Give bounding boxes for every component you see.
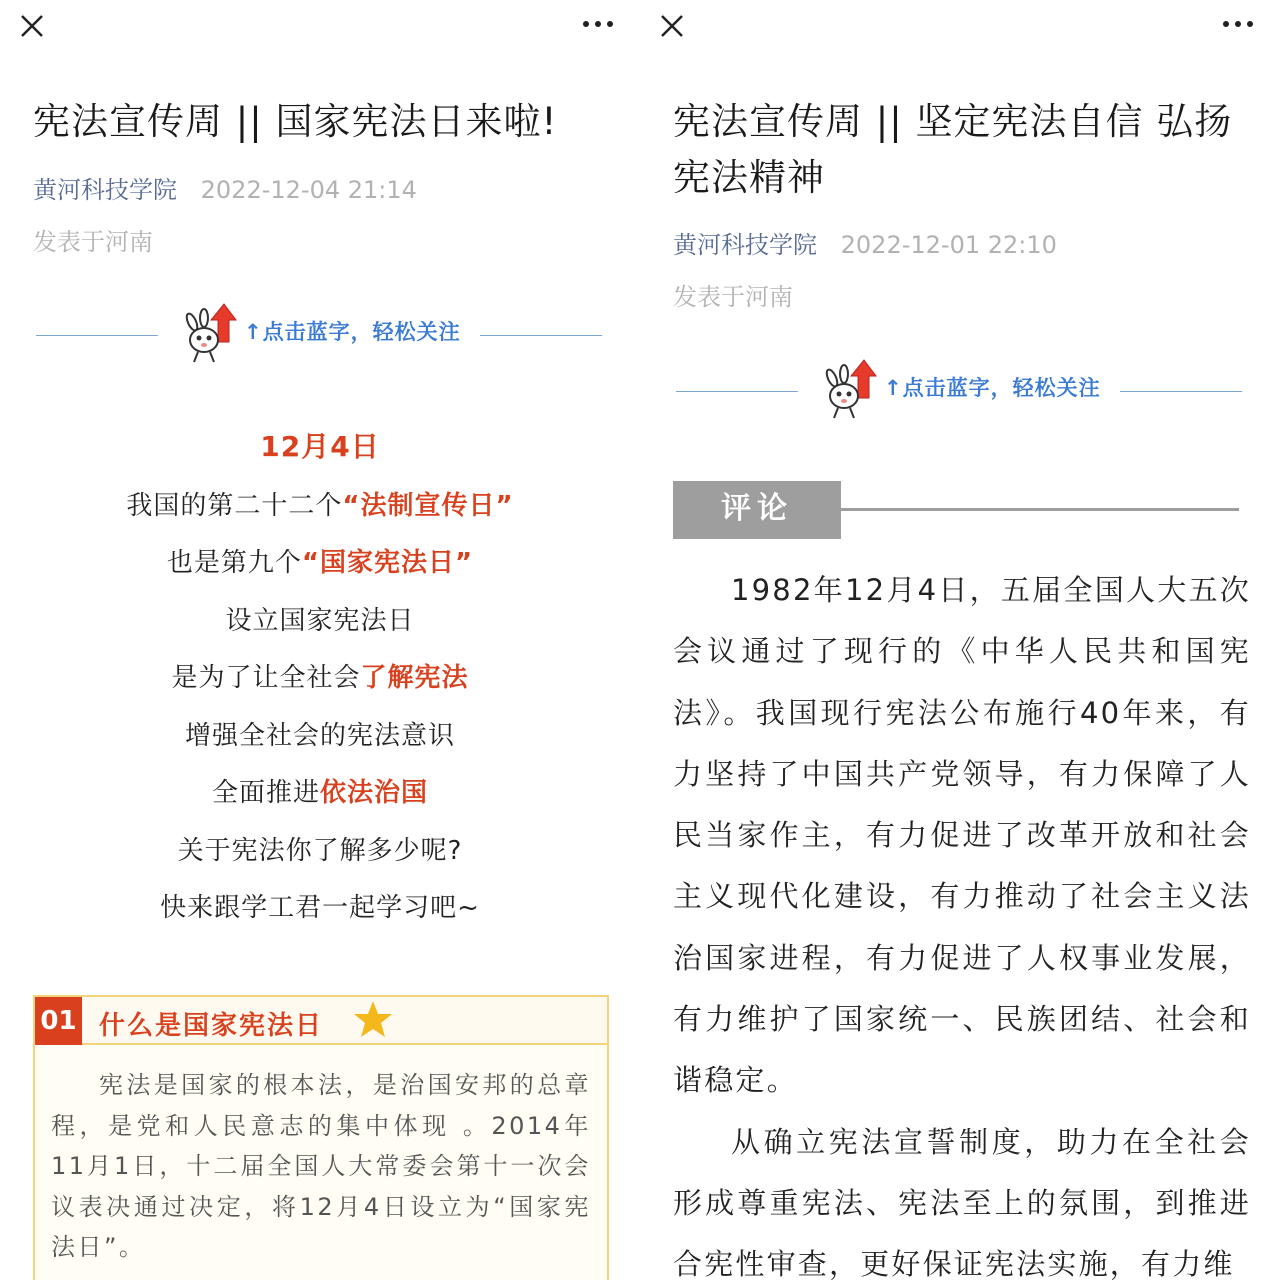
intro-line: 设立国家宪法日 — [225, 605, 415, 636]
divider-right — [480, 335, 602, 336]
publish-location: 发表于河南 — [673, 283, 793, 311]
follow-prompt[interactable]: ↑点击蓝字，轻松关注 — [884, 376, 1101, 400]
divider-left — [676, 391, 798, 392]
article-meta — [33, 173, 417, 207]
follow-prompt[interactable]: ↑点击蓝字，轻松关注 — [244, 320, 461, 344]
close-icon[interactable] — [658, 12, 686, 40]
intro-line: 增强全社会的宪法意识 — [184, 720, 455, 751]
article-meta — [673, 228, 1057, 262]
comment-section-header — [673, 481, 1239, 539]
author-link[interactable]: 黄河科技学院 — [33, 176, 177, 204]
star-icon — [353, 999, 393, 1039]
author-link[interactable]: 黄河科技学院 — [673, 231, 817, 259]
article-title: 宪法宣传周 || 国家宪法日来啦! — [33, 100, 558, 143]
intro-line: 也是第九个“国家宪法日” — [166, 548, 474, 578]
mascot-icon — [178, 300, 238, 364]
more-icon[interactable] — [1220, 10, 1256, 38]
close-icon[interactable] — [18, 12, 46, 40]
section-title: 什么是国家宪法日 — [99, 1011, 324, 1041]
intro-line: 关于宪法你了解多少呢? — [177, 835, 463, 866]
intro-line: 快来跟学工君一起学习吧~ — [160, 893, 480, 923]
divider-right — [1120, 391, 1242, 392]
more-icon[interactable] — [580, 10, 616, 38]
publish-date: 2022-12-01 22:10 — [840, 231, 1057, 259]
body-paragraph: 从确立宪法宣誓制度，助力在全社会形成尊重宪法、宪法至上的氛围，到推进合宪性审查，更好保证宪法实施，有力维 — [673, 1124, 1251, 1280]
article-body — [673, 560, 1251, 1280]
intro-line: 全面推进依法治国 — [211, 778, 429, 808]
publish-location: 发表于河南 — [33, 228, 153, 256]
comment-divider — [841, 508, 1239, 511]
intro-line: 我国的第二十二个“法制宣传日” — [126, 490, 514, 521]
follow-banner[interactable] — [36, 300, 602, 370]
follow-banner[interactable] — [676, 356, 1242, 426]
divider-left — [36, 335, 158, 336]
right-article-panel — [640, 0, 1280, 1280]
body-paragraph: 1982年12月4日，五届全国人大五次会议通过了现行的《中华人民共和国宪法》。我国现行宪法公布施行40年来，有力坚持了中国共产党领导，有力保障了人民当家作主，有力促进了改革开放和社会主义现代化建设，有力推动了社会主义法治国家进程，有力促进了人权事业发展，有力维护了国家统一、民族团结、社会和谐稳定。 — [673, 573, 1251, 1098]
comment-tag: 评论 — [673, 481, 841, 539]
intro-line: 是为了让全社会了解宪法 — [171, 663, 469, 693]
publish-date: 2022-12-04 21:14 — [200, 176, 417, 204]
mascot-icon — [818, 356, 878, 420]
section-header — [35, 997, 607, 1045]
section-number: 01 — [35, 997, 82, 1045]
article-title: 宪法宣传周 || 坚定宪法自信 弘扬宪法精神 — [673, 100, 1233, 199]
intro-lines — [0, 418, 640, 938]
section-box — [33, 995, 609, 1280]
date-heading: 12月4日 — [260, 430, 380, 463]
section-body: 宪法是国家的根本法，是治国安邦的总章程，是党和人民意志的集中体现 。2014年11月1日，十二届全国人大常委会第十一次会议表决通过决定，将12月4日设立为“国家宪法日”。 — [51, 1071, 591, 1261]
